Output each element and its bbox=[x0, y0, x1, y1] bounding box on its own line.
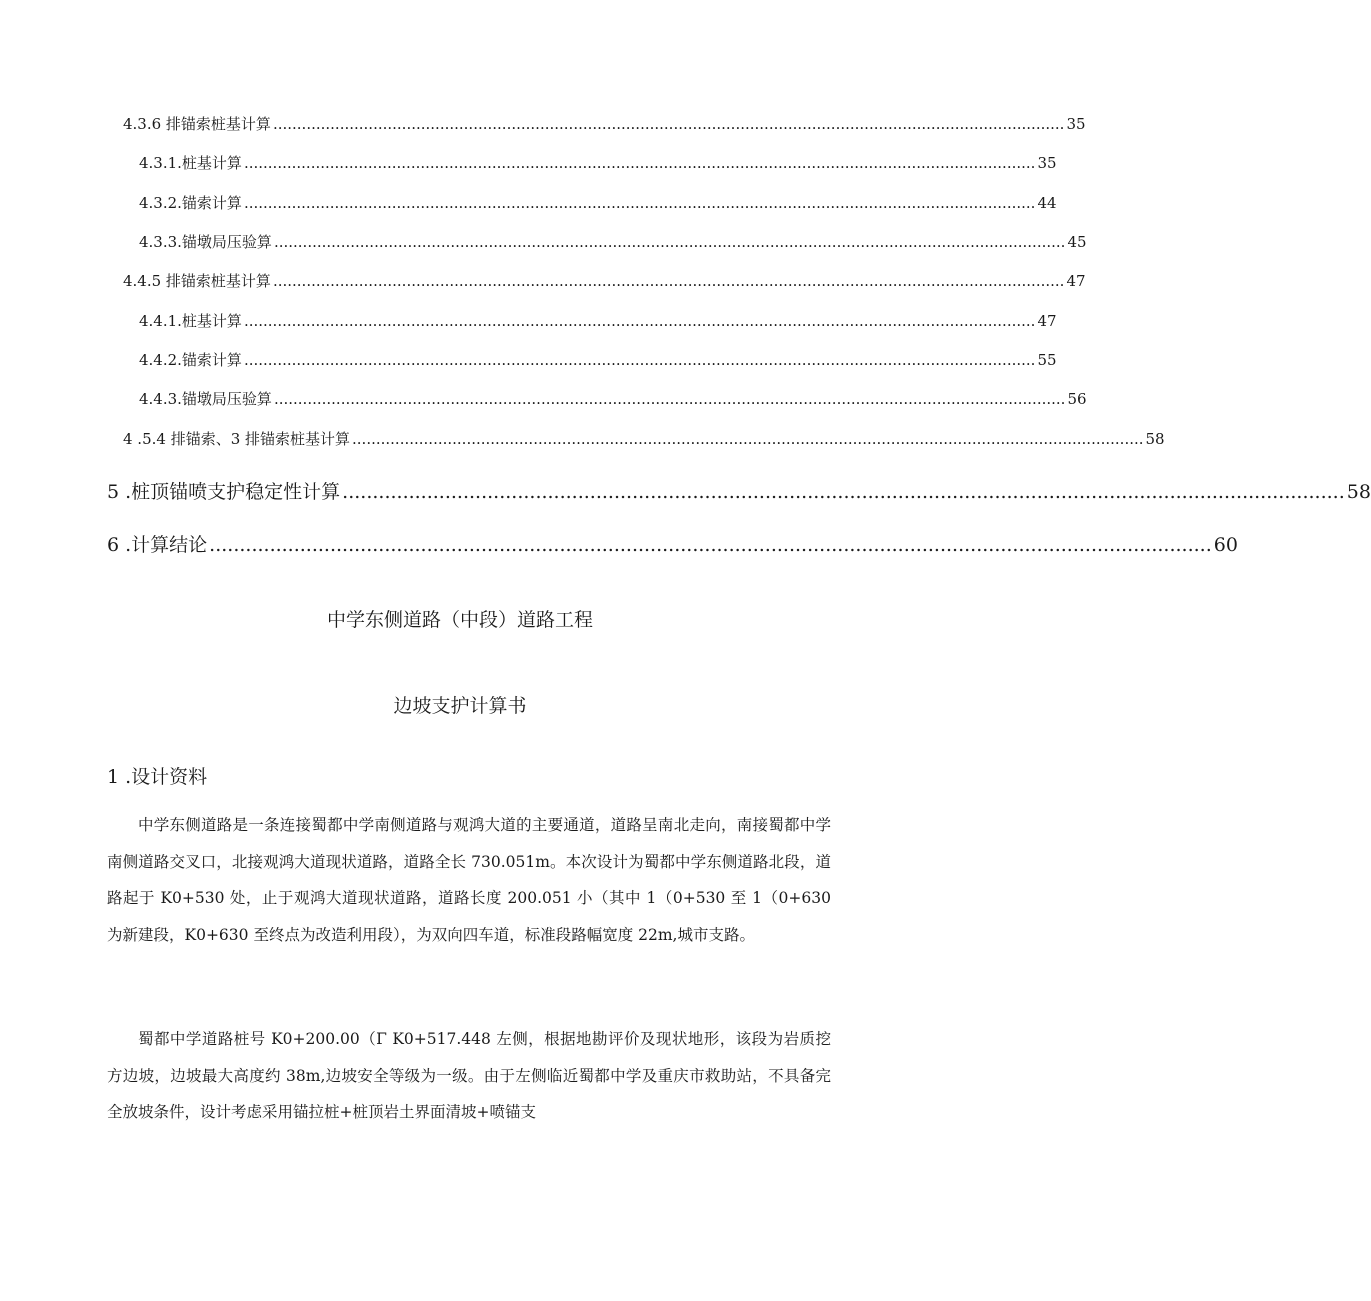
toc-entry-label: 4.3.1.桩基计算 bbox=[139, 154, 242, 172]
toc-entry-label: 4.3.6 排锚索桩基计算 bbox=[123, 115, 271, 133]
toc-entry-label: 4.3.2.锚索计算 bbox=[139, 194, 242, 212]
toc-entry[interactable] bbox=[107, 477, 1371, 504]
toc-entry[interactable] bbox=[139, 310, 1057, 331]
toc-entry[interactable] bbox=[139, 192, 1057, 213]
toc-dot-leader: ...................................................................................................................................................................... bbox=[243, 194, 1036, 212]
toc-entry[interactable] bbox=[123, 270, 1086, 291]
toc-entry[interactable] bbox=[139, 231, 1087, 252]
body-paragraph: 蜀都中学道路桩号 K0+200.00（Γ K0+517.448 左侧，根据地勘评价及现状地形，该段为岩质挖方边坡，边坡最大高度约 38m,边坡安全等级为一级。由于左侧临近蜀都中学及重庆市救助站，不具备完全放坡条件，设计考虑采用锚拉桩+桩顶岩土界面清坡+喷锚支 bbox=[107, 1030, 831, 1121]
toc-entry-label: 4.4.1.桩基计算 bbox=[139, 312, 242, 330]
toc-dot-leader: ...................................................................................................................................................................... bbox=[342, 481, 1345, 503]
document-title: 中学东侧道路（中段）道路工程 bbox=[326, 609, 593, 631]
toc-entry[interactable] bbox=[139, 152, 1057, 173]
document-subtitle: 边坡支护计算书 bbox=[393, 695, 527, 717]
toc-dot-leader: ...................................................................................................................................................................... bbox=[209, 534, 1212, 556]
toc-entry-label: 6 .计算结论 bbox=[107, 534, 208, 556]
toc-entry-page: 58 bbox=[1145, 430, 1165, 448]
toc-entry[interactable] bbox=[107, 530, 1238, 557]
toc-entry[interactable] bbox=[139, 388, 1087, 409]
toc-entry-page: 60 bbox=[1213, 534, 1238, 556]
toc-entry-page: 35 bbox=[1066, 115, 1086, 133]
toc-entry-page: 55 bbox=[1037, 351, 1057, 369]
toc-dot-leader: ...................................................................................................................................................................... bbox=[272, 115, 1065, 133]
toc-entry-label: 4.4.3.锚墩局压验算 bbox=[139, 390, 272, 408]
toc-entry-label: 4.3.3.锚墩局压验算 bbox=[139, 233, 272, 251]
toc-entry-label: 4.4.2.锚索计算 bbox=[139, 351, 242, 369]
toc-dot-leader: ...................................................................................................................................................................... bbox=[243, 154, 1036, 172]
toc-entry-page: 35 bbox=[1037, 154, 1057, 172]
toc-dot-leader: ...................................................................................................................................................................... bbox=[273, 233, 1066, 251]
body-paragraph: 中学东侧道路是一条连接蜀都中学南侧道路与观鸿大道的主要通道，道路呈南北走向，南接蜀都中学南侧道路交叉口，北接观鸿大道现状道路，道路全长 730.051m。本次设计为蜀都中学东侧道路北段，道路起于 K0+530 处，止于观鸿大道现状道路，道路长度 200.051 小（其中 1（0+530 至 1（0+630 为新建段，K0+630 至终点为改造利用段），为双向四车道，标准段路幅宽度 22m,城市支路。 bbox=[107, 816, 831, 944]
toc-entry-page: 58 bbox=[1346, 481, 1371, 503]
toc-entry-page: 56 bbox=[1067, 390, 1087, 408]
toc-entry[interactable] bbox=[139, 349, 1057, 370]
toc-entry-page: 47 bbox=[1037, 312, 1057, 330]
toc-entry[interactable] bbox=[123, 113, 1086, 134]
toc-entry-label: 4 .5.4 排锚索、3 排锚索桩基计算 bbox=[123, 430, 351, 448]
toc-entry[interactable] bbox=[123, 428, 1165, 449]
toc-entry-page: 44 bbox=[1037, 194, 1057, 212]
toc-dot-leader: ...................................................................................................................................................................... bbox=[243, 351, 1036, 369]
section-heading: 1 .设计资料 bbox=[107, 766, 208, 788]
toc-entry-label: 4.4.5 排锚索桩基计算 bbox=[123, 272, 271, 290]
toc-entry-label: 5 .桩顶锚喷支护稳定性计算 bbox=[107, 481, 341, 503]
toc-entry-page: 45 bbox=[1067, 233, 1087, 251]
toc-entry-page: 47 bbox=[1066, 272, 1086, 290]
toc-dot-leader: ...................................................................................................................................................................... bbox=[272, 272, 1065, 290]
toc-dot-leader: ...................................................................................................................................................................... bbox=[243, 312, 1036, 330]
toc-dot-leader: ...................................................................................................................................................................... bbox=[273, 390, 1066, 408]
toc-dot-leader: ...................................................................................................................................................................... bbox=[352, 430, 1144, 448]
